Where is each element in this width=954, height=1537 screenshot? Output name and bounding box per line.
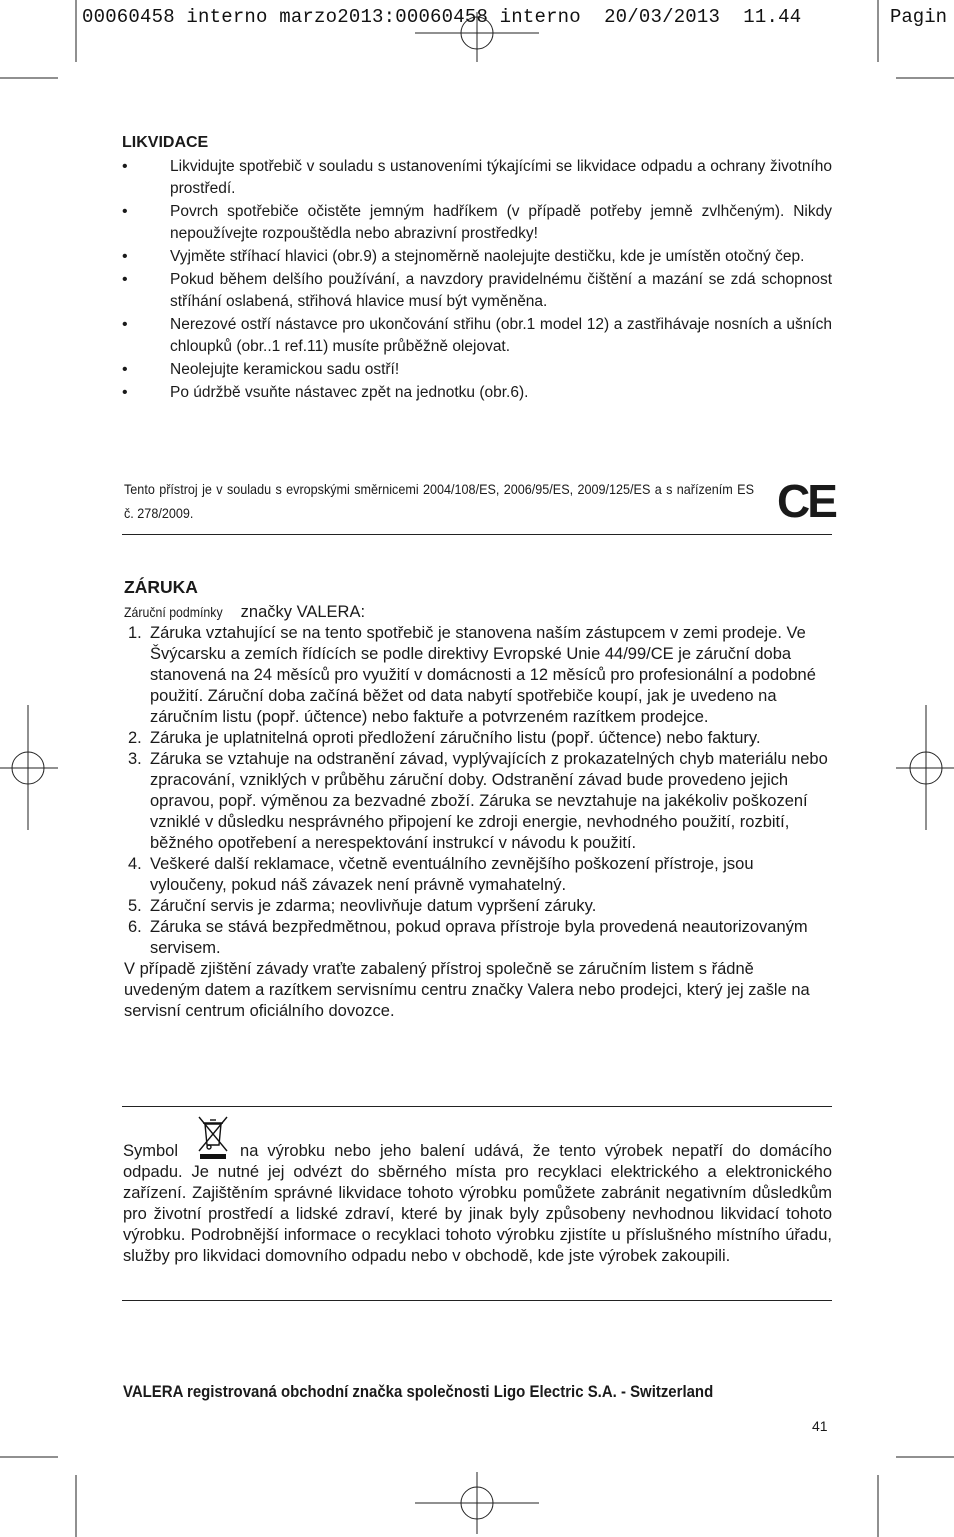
- disposal-item: • Vyjměte stříhací hlavici (obr.9) a stejnoměrně naolejujte destičku, kde je umístěn otočný čep.: [122, 246, 832, 268]
- warranty-item-number: 5.: [128, 897, 142, 915]
- divider: [122, 1300, 832, 1301]
- disposal-item: • Pokud během delšího používání, a navzdory pravidelnému čištění a mazání se zdá schopnost stříhání oslabená, střihová hlavice musí být vyměněna.: [122, 269, 832, 313]
- divider: [122, 1106, 832, 1107]
- compliance-text-wrap: [124, 477, 824, 525]
- weee-paragraph: [123, 1141, 832, 1267]
- warranty-intro: [124, 602, 832, 623]
- disposal-item: • Po údržbě vsuňte nástavec zpět na jednotku (obr.6).: [122, 382, 832, 404]
- warranty-item: [124, 749, 832, 854]
- warranty-item: [124, 896, 832, 917]
- warranty-item-text: Záruka se vztahuje na odstranění závad, vyplývajících z prokazatelných chyb materiálu nebo zpracování, vzniklých v průběhu záruční doby. Odstranění závad bude provedeno jejich opravou, popř. výměnou za bezvadné zboží. Záruka se nevztahuje na jakékoliv poškození vzniklé v důsledku nesprávného připojení ke zdroji energie, nevhodného použití, rozbití, běžného opotřebení a nerespektování instrukcí v návodu k použití.: [150, 750, 828, 852]
- disposal-item: • Neolejujte keramickou sadu ostří!: [122, 359, 832, 381]
- warranty-item-number: 6.: [128, 918, 142, 936]
- warranty-item-number: 3.: [128, 750, 142, 768]
- warranty-title: ZÁRUKA: [124, 577, 198, 597]
- warranty-closing: V případě zjištění závady vraťte zabalený přístroj společně se záručním listem s řádně uvedeným datem a razítkem servisnímu centru značky Valera nebo prodejci, který jej zašle na servisní centrum oficiálního dovozce.: [124, 960, 810, 1020]
- compliance-text: Tento přístroj je v souladu s evropskými směrnicemi 2004/108/ES, 2006/95/ES, 2009/125/ES a s nařízením ES č. 278/2009.: [124, 481, 754, 521]
- disposal-title: LIKVIDACE: [122, 134, 209, 151]
- warranty-item-number: 1.: [128, 624, 142, 642]
- printer-slug: 00060458 interno marzo2013:00060458 interno 20/03/2013 11.44: [82, 6, 802, 28]
- divider: [122, 534, 832, 535]
- warranty-item-text: Záruka vztahující se na tento spotřebič je stanovena naším zástupcem v zemi prodeje. Ve Švýcarsku a zemích řídících se podle direktivy Evropské Unie 44/99/CE je záruční doba stanovená na 24 měsíců pro využití v domácnosti a 12 měsíců pro profesionální a podobné použití. Záruční doba začíná běžet od data nabytí spotřebiče koupí, jak je uvedeno na záručním listu (popř. účtence) nebo faktuře a potvrzeném razítkem prodejce.: [150, 624, 816, 726]
- warranty-section: [124, 577, 832, 1022]
- disposal-item: • Povrch spotřebiče očistěte jemným hadříkem (v případě potřeby jemně zvlhčeným). Nikdy nepoužívejte rozpouštědla nebo abrazivní prostředky!: [122, 201, 832, 245]
- disposal-item: • Likvidujte spotřebič v souladu s ustanoveními týkajícími se likvidace odpadu a ochrany životního prostředí.: [122, 156, 832, 200]
- warranty-intro-small: Záruční podmínky: [124, 604, 223, 620]
- warranty-item-text: Záruční servis je zdarma; neovlivňuje datum vypršení záruky.: [150, 897, 597, 915]
- warranty-item-text: Záruka se stává bezpředmětnou, pokud oprava přístroje byla provedená neautorizovaným servisem.: [150, 918, 808, 957]
- warranty-list: [124, 623, 832, 959]
- warranty-item: [124, 728, 832, 749]
- warranty-item-text: Záruka je uplatnitelná oproti předložení záručního listu (popř. účtence) nebo faktury.: [150, 729, 761, 747]
- printer-slug-page: Pagin: [890, 6, 948, 28]
- weee-text: na výrobku nebo jeho balení udává, že tento výrobek nepatří do domácího odpadu. Je nutné jej odvézt do sběrného místa pro recyklaci elektrického a elektronického zařízení. Zajištěním správné likvidace tohoto výrobku pomůžete zabránit negativním důsledkům pro životní prostředí a lidské zdraví, které by jinak byly způsobeny nevhodnou likvidací tohoto výrobku. Podrobnější informace o recyklaci tohoto výrobku zjistíte u příslušného místního úřadu, služby pro likvidaci domovního odpadu nebo v obchodě, kde jste výrobek zakoupili.: [123, 1142, 832, 1265]
- warranty-item-number: 2.: [128, 729, 142, 747]
- disposal-list: [122, 156, 832, 404]
- warranty-intro-rest: značky VALERA:: [236, 603, 366, 621]
- footer-trademark: VALERA registrovaná obchodní značka společnosti Ligo Electric S.A. - Switzerland: [123, 1382, 714, 1401]
- disposal-item: • Nerezové ostří nástavce pro ukončování střihu (obr.1 model 12) a zastřihávaje nosních a ušních chloupků (obr..1 ref.11) musíte průběžně olejovat.: [122, 314, 832, 358]
- warranty-item-number: 4.: [128, 855, 142, 873]
- warranty-item: [124, 917, 832, 959]
- warranty-item: [124, 854, 832, 896]
- disposal-section: [122, 134, 832, 405]
- ce-mark-icon: CE: [777, 475, 835, 527]
- warranty-item-text: Veškeré další reklamace, včetně eventuálního zevnějšího poškození přístroje, jsou vyloučeny, pokud náš závazek není právně vymahatelný.: [150, 855, 754, 894]
- warranty-item: [124, 623, 832, 728]
- weee-prefix: Symbol: [123, 1142, 179, 1160]
- page-number: 41: [812, 1418, 828, 1434]
